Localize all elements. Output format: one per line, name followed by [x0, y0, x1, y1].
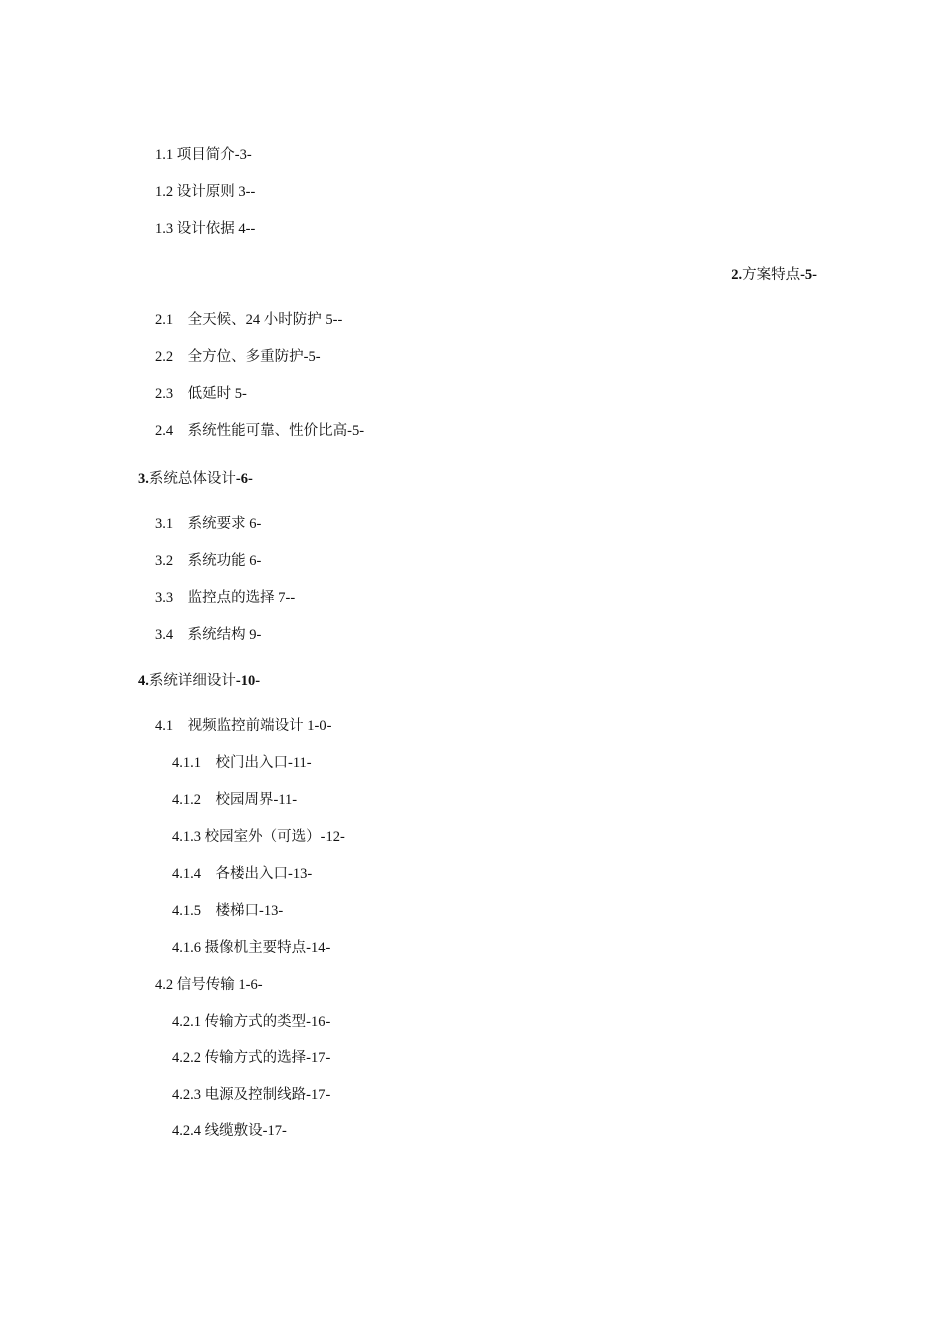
toc-entry-4-1[interactable]: 4.1 视频监控前端设计 1-0- [155, 718, 332, 734]
toc-entry-4-1-1[interactable]: 4.1.1 校门出入口-11- [172, 755, 312, 771]
toc-entry-4-1-5[interactable]: 4.1.5 楼梯口-13- [172, 903, 284, 919]
toc-heading-number: 4. [138, 673, 149, 689]
toc-entry-4-1-3[interactable]: 4.1.3 校园室外（可选）-12- [172, 829, 345, 845]
toc-heading-2[interactable] [731, 265, 817, 285]
toc-entry-1-1[interactable]: 1.1 项目简介-3- [155, 147, 252, 163]
toc-heading-title: 系统总体设计 [148, 471, 236, 487]
toc-entry-2-3[interactable]: 2.3 低延时 5- [155, 386, 247, 402]
toc-heading-page: -5- [800, 267, 817, 283]
toc-entry-3-3[interactable]: 3.3 监控点的选择 7-- [155, 590, 296, 606]
toc-entry-4-2-4[interactable]: 4.2.4 线缆敷设-17- [172, 1123, 287, 1139]
toc-entry-2-4[interactable]: 2.4 系统性能可靠、性价比高-5- [155, 423, 365, 439]
toc-heading-3[interactable] [138, 469, 253, 489]
toc-entry-4-2[interactable]: 4.2 信号传输 1-6- [155, 977, 263, 993]
toc-heading-number: 2. [731, 267, 743, 283]
toc-entry-1-2[interactable]: 1.2 设计原则 3-- [155, 184, 256, 200]
toc-entry-3-1[interactable]: 3.1 系统要求 6- [155, 516, 262, 532]
toc-entry-1-3[interactable]: 1.3 设计依据 4-- [155, 221, 256, 237]
toc-heading-page: -10- [235, 673, 261, 689]
toc-entry-2-2[interactable]: 2.2 全方位、多重防护-5- [155, 349, 321, 365]
toc-heading-number: 3. [138, 471, 149, 487]
toc-entry-3-4[interactable]: 3.4 系统结构 9- [155, 627, 262, 643]
toc-heading-4[interactable] [138, 671, 260, 691]
toc-entry-4-1-4[interactable]: 4.1.4 各楼出入口-13- [172, 866, 313, 882]
toc-heading-page: -6- [235, 471, 253, 487]
toc-entry-4-1-2[interactable]: 4.1.2 校园周界-11- [172, 792, 298, 808]
toc-entry-2-1[interactable]: 2.1 全天候、24 小时防护 5-- [155, 312, 343, 328]
toc-entry-4-2-2[interactable]: 4.2.2 传输方式的选择-17- [172, 1050, 331, 1066]
toc-entry-4-2-3[interactable]: 4.2.3 电源及控制线路-17- [172, 1087, 331, 1103]
toc-entry-4-2-1[interactable]: 4.2.1 传输方式的类型-16- [172, 1014, 331, 1030]
toc-heading-title: 方案特点 [742, 267, 801, 283]
toc-heading-title: 系统详细设计 [148, 673, 236, 689]
toc-entry-3-2[interactable]: 3.2 系统功能 6- [155, 553, 262, 569]
toc-entry-4-1-6[interactable]: 4.1.6 摄像机主要特点-14- [172, 940, 331, 956]
